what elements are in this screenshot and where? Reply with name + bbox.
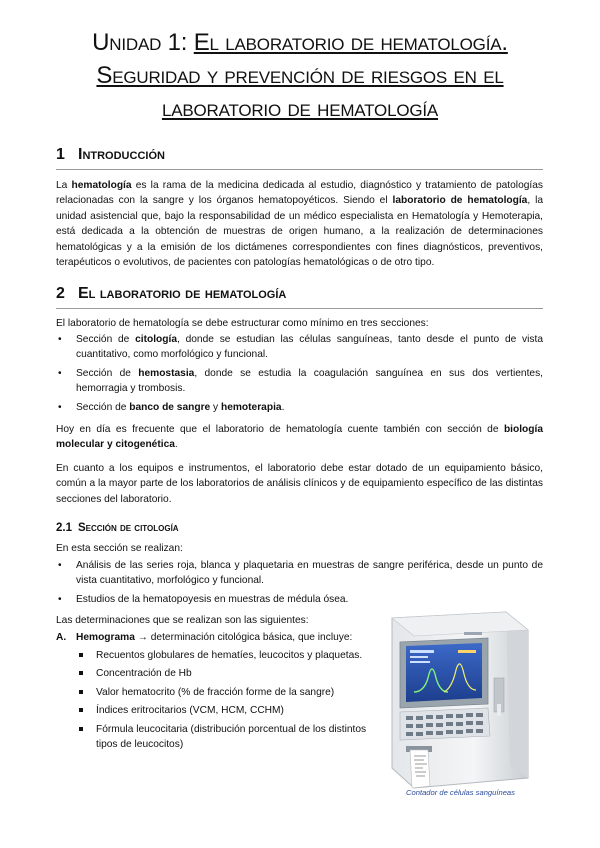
list-item: Índices eritrocitarios (VCM, HCM, CCHM) bbox=[76, 703, 372, 718]
list-item: Recuentos globulares de hematíes, leucocitos y plaquetas. bbox=[76, 648, 372, 663]
list-item: • Análisis de las series roja, blanca y plaquetaria en muestras de sangre periférica, desde un punto de vista cuantitativo, morfológico y funcional. bbox=[56, 558, 543, 589]
section-heading-laboratorio: 2 El laboratorio de hematología bbox=[56, 285, 543, 309]
determinaciones-lead: Las determinaciones que se realizan son las siguientes: bbox=[56, 615, 309, 626]
lab-paragraph-equipos: En cuanto a los equipos e instrumentos, el laboratorio debe estar dotado de un equipamiento básico, común a la mayor parte de los laboratorios de análisis clínicos y de equipamiento específico de las distintas secciones del laboratorio. bbox=[56, 463, 543, 505]
list-item: • Sección de hemostasia, donde se estudia la coagulación sanguínea en sus dos vertientes, hemorragia y trombosis. bbox=[56, 366, 543, 397]
unit-title: Unidad 1: El laboratorio de hematología. Seguridad y prevención de riesgos en el laboratorio de hematología bbox=[92, 29, 508, 122]
intro-paragraph: La hematología es la rama de la medicina dedicada al estudio, diagnóstico y tratamiento de patologías relacionadas con la sangre y los órganos hematopoyéticos. Siendo el laboratorio de hematología, la unidad asistencial que, bajo la responsabilidad de un médico especialista en Hematología y Hemoterapia, está dedicada a la obtención de muestras de origen humano, a la realización de determinaciones hematológicas y a la emisión de los dictámenes correspondientes con fines diagnósticos, preventivos, terapéuticos o evolutivos, de pacientes con patologías hematológicas o de otro tipo. bbox=[56, 180, 543, 269]
hematology-analyzer-image bbox=[378, 608, 543, 793]
figure-caption: Contador de células sanguíneas bbox=[406, 788, 515, 797]
subsection-heading-citologia: 2.1 Sección de citología bbox=[56, 522, 179, 534]
list-item: Fórmula leucocitaria (distribución porcentual de los distintos tipos de leucocitos) bbox=[76, 722, 372, 753]
list-item: • Estudios de la hematopoyesis en muestras de médula ósea. bbox=[56, 592, 543, 607]
hemograma-sublist bbox=[76, 648, 372, 755]
list-item: • Sección de banco de sangre y hemoterapia. bbox=[56, 400, 543, 415]
lab-sections-list bbox=[56, 332, 543, 418]
list-item: Concentración de Hb bbox=[76, 666, 372, 681]
citologia-list bbox=[56, 558, 543, 610]
lab-paragraph-molecular: Hoy en día es frecuente que el laboratorio de hematología cuente también con sección de biología molecular y citogenética. bbox=[56, 424, 543, 451]
hemograma-item: A. Hemograma → determinación citológica básica, que incluye: bbox=[56, 632, 353, 643]
section-heading-introduccion: 1 Introducción bbox=[56, 146, 543, 170]
lab-lead: El laboratorio de hematología se debe estructurar como mínimo en tres secciones: bbox=[56, 318, 429, 329]
list-item: • Sección de citología, donde se estudian las células sanguíneas, tanto desde el punto de vista cuantitativo, como morfológico y funcional. bbox=[56, 332, 543, 363]
title-underlined: El laboratorio de hematología. bbox=[193, 29, 508, 56]
citologia-lead: En esta sección se realizan: bbox=[56, 543, 183, 554]
list-item: Valor hematocrito (% de fracción forme de la sangre) bbox=[76, 685, 372, 700]
